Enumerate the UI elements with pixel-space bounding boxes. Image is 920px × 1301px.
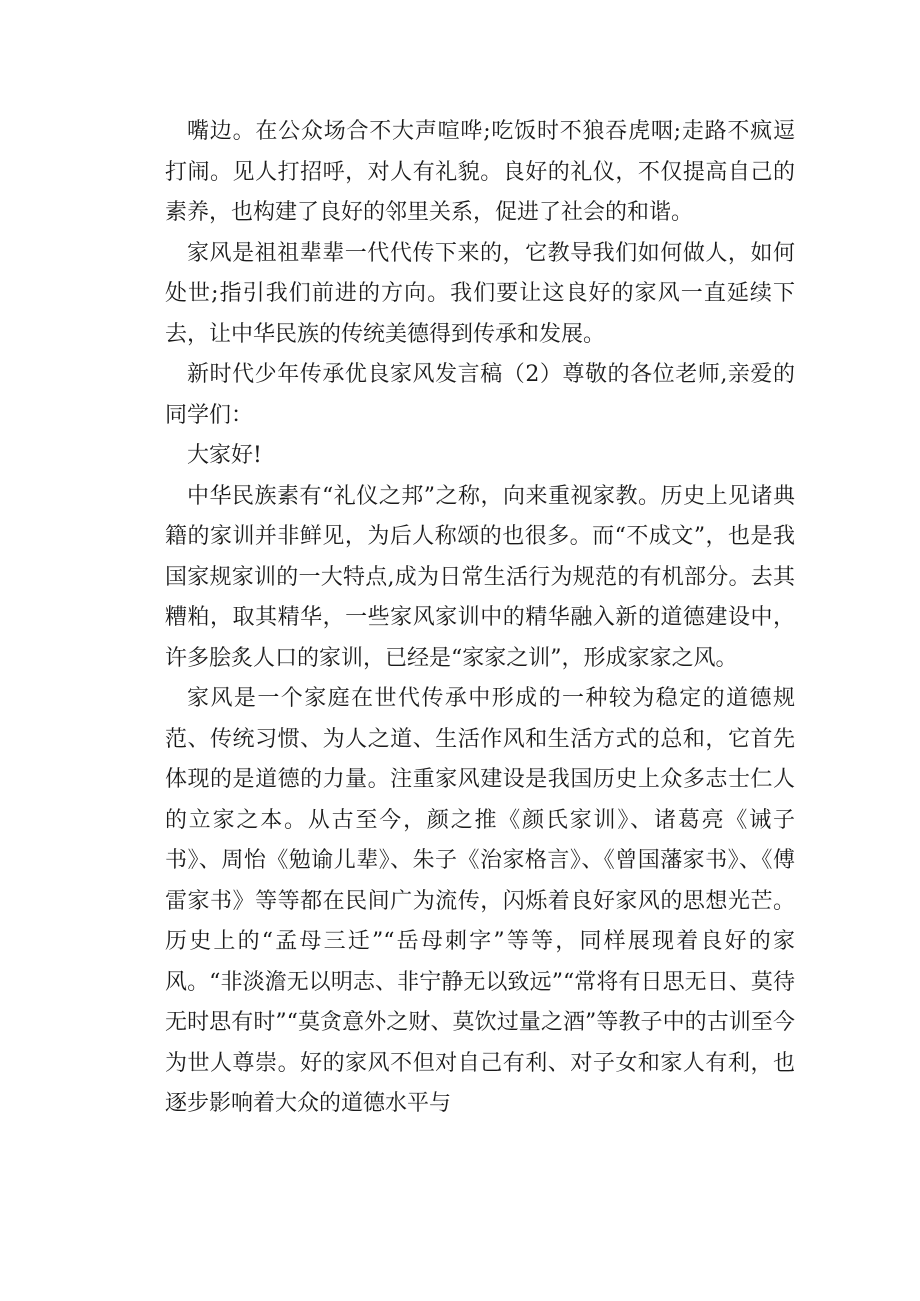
paragraph-etiquette-nation: 中华民族素有“礼仪之邦”之称，向来重视家教。历史上见诸典籍的家训并非鲜见，为后人称颂的也很多。而“不成文”，也是我国家规家训的一大特点,成为日常生活行为规范的有机部分。去其糟粕，取其精华，一些家风家训中的精华融入新的道德建设中，许多脍炙人口的家训，已经是“家家之训”，形成家家之风。 [165, 483, 795, 671]
paragraph-continuation: 嘴边。在公众场合不大声喧哗;吃饭时不狼吞虎咽;走路不疯逗打闹。见人打招呼，对人有礼貌。良好的礼仪，不仅提高自己的素养，也构建了良好的邻里关系，促进了社会的和谐。 [165, 119, 795, 225]
paragraph-speech-title: 新时代少年传承优良家风发言稿（2）尊敬的各位老师,亲爱的同学们： [165, 362, 795, 428]
paragraph-family-tradition: 家风是祖祖辈辈一代代传下来的，它教导我们如何做人，如何处世;指引我们前进的方向。我们要让这良好的家风一直延续下去，让中华民族的传统美德得到传承和发展。 [165, 240, 795, 347]
paragraph-greeting: 大家好! [187, 443, 262, 468]
document-body [165, 112, 795, 1125]
paragraph-family-style-definition: 家风是一个家庭在世代传承中形成的一种较为稳定的道德规范、传统习惯、为人之道、生活作风和生活方式的总和，它首先体现的是道德的力量。注重家风建设是我国历史上众多志士仁人的立家之本。从古至今，颜之推《颜氏家训》、诸葛亮《诫子书》、周怡《勉谕儿辈》、朱子《治家格言》、《曾国藩家书》、《傅雷家书》等等都在民间广为流传，闪烁着良好家风的思想光芒。历史上的“孟母三迁”“岳母刺字”等等，同样展现着良好的家风。“非淡澹无以明志、非宁静无以致远”“常将有日思无日、莫待无时思有时”“莫贪意外之财、莫饮过量之酒”等教子中的古训至今为世人尊崇。好的家风不但对自己有利、对子女和家人有利，也逐步影响着大众的道德水平与 [165, 686, 795, 1116]
